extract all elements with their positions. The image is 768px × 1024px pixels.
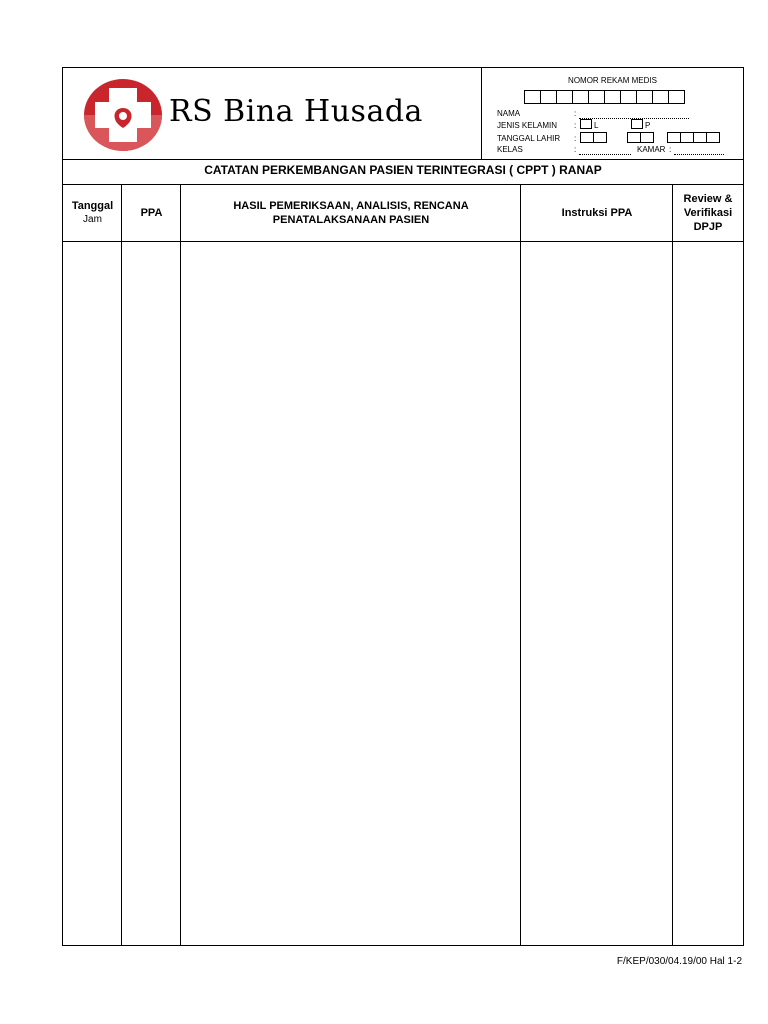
class-label: KELAS	[497, 145, 523, 154]
digit-box[interactable]	[620, 90, 637, 104]
column-divider	[121, 184, 122, 945]
hasil-label-line-1: HASIL PEMERIKSAAN, ANALISIS, RENCANA	[233, 199, 469, 212]
patient-identity-box: NOMOR REKAM MEDIS NAMA : JENIS KELAMIN : L P TANGGAL LAHIR : KELAS : KAMAR :	[482, 68, 743, 159]
form-title-row	[63, 159, 743, 185]
review-label-line-1: Review &	[683, 192, 733, 205]
column-header-tanggal-jam	[63, 184, 122, 242]
column-header-hasil	[181, 184, 521, 242]
digit-box[interactable]	[556, 90, 573, 104]
digit-box[interactable]	[668, 90, 685, 104]
logo-area	[63, 68, 482, 159]
digit-box[interactable]	[540, 90, 557, 104]
gender-l-checkbox[interactable]	[580, 119, 592, 129]
digit-box[interactable]	[588, 90, 605, 104]
column-divider	[180, 184, 181, 945]
tanggal-label: Tanggal	[71, 199, 114, 212]
column-header-review	[673, 184, 743, 242]
column-header-ppa: PPA	[122, 184, 181, 242]
form-code: F/KEP/030/04.19/00 Hal 1-2	[616, 956, 742, 967]
class-field[interactable]	[579, 146, 631, 155]
cppt-form	[62, 67, 744, 946]
column-divider	[672, 184, 673, 945]
form-title: CATATAN PERKEMBANGAN PASIEN TERINTEGRASI ( CPPT ) RANAP	[204, 163, 602, 177]
jam-label: Jam	[83, 213, 102, 225]
room-field[interactable]	[674, 146, 724, 155]
column-header-instruksi: Instruksi PPA	[521, 184, 673, 242]
digit-box[interactable]	[652, 90, 669, 104]
review-label-line-2: Verifikasi	[683, 206, 733, 219]
hasil-label-line-2: PENATALAKSANAAN PASIEN	[272, 213, 430, 226]
hospital-name: RS Bina Husada	[169, 94, 423, 129]
birth-day-boxes[interactable]	[581, 132, 607, 143]
room-label: KAMAR	[637, 145, 666, 154]
review-label-line-3: DPJP	[693, 220, 723, 233]
digit-box[interactable]	[636, 90, 653, 104]
birth-month-boxes[interactable]	[628, 132, 654, 143]
digit-box[interactable]	[572, 90, 589, 104]
digit-box[interactable]	[524, 90, 541, 104]
name-field[interactable]	[579, 110, 689, 119]
name-label: NAMA	[497, 109, 521, 118]
digit-box[interactable]	[604, 90, 621, 104]
medical-record-label: NOMOR REKAM MEDIS	[568, 76, 657, 85]
gender-label: JENIS KELAMIN	[497, 121, 558, 130]
birth-date-label: TANGGAL LAHIR	[497, 134, 561, 143]
gender-l-label: L	[594, 121, 599, 130]
hospital-logo-icon	[83, 78, 163, 152]
gender-p-label: P	[645, 121, 651, 130]
form-header	[63, 68, 743, 160]
gender-p-checkbox[interactable]	[631, 119, 643, 129]
column-divider	[520, 184, 521, 945]
birth-year-boxes[interactable]	[668, 132, 720, 143]
medical-record-number-boxes[interactable]	[525, 90, 685, 104]
